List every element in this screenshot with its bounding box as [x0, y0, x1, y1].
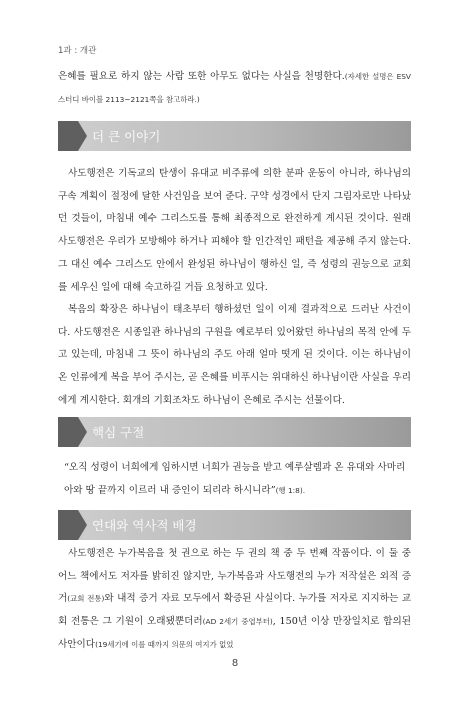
inline-note: (교회 전통)	[67, 594, 105, 604]
inline-note: (AD 2세기 중엽부터)	[202, 617, 273, 627]
body-paragraph: 복음의 확장은 하나님이 태초부터 행하셨던 일이 이제 결과적으로 드러난 사건이다. 사도행전은 시종일관 하나님의 구원을 예로부터 있어왔던 하나님의 목적 안에 두고 있는데, 마침내 그 뜻이 하나님의 주도 아래 얼마 떳게 된 것이다. 이는 하나님이 온 인류에게 복을 부어 주시는, 곧 은혜를 비푸시는 위대하신 하나님이란 사실을 우리에게 계시한다. 회개의 기회조차도 하나님이 은혜로 주시는 선물이다.	[58, 304, 411, 406]
section-tab-marker	[58, 510, 78, 540]
key-verse	[64, 457, 414, 502]
inline-note: (19세기에 이를 때까지 의문의 여지가 없었	[95, 639, 234, 649]
section-tab-marker	[58, 121, 78, 151]
section-title: 연대와 역사적 배경	[92, 518, 197, 533]
section-tab-marker	[58, 417, 78, 447]
intro-text: 은혜를 필요로 하지 않는 사람 또한 아무도 없다는 사실을 천명한다.	[58, 71, 345, 82]
body-text: , 150년 이상 만장일치로 합의된 사안이다	[58, 616, 411, 650]
section-title: 더 큰 이야기	[92, 129, 161, 144]
key-verse-text: “오직 성령이 너희에게 임하시면 너희가 권능을 받고 예루살렘과 온 유대와 사마리아와 땅 끝까지 이르러 내 증인이 되리라 하시니라”	[64, 462, 406, 496]
section-heading-bigger-story	[58, 121, 411, 151]
body-paragraph	[58, 543, 411, 657]
body-paragraph: 사도행전은 기독교의 탄생이 유대교 비주류에 의한 분파 운동이 아니라, 하나님의 구속 계획이 절정에 달한 사건임을 보여 준다. 구약 성경에서 단지 그림자로만 나타났던 것들이, 마침내 예수 그리스도를 통해 최종적으로 완전하게 계시된 것이다. 원래 사도행전은 우리가 모방해야 하거나 피해야 할 인간적인 패턴을 제공해 주지 않는다. 그 대신 예수 그리스도 안에서 완성된 하나님이 행하신 일, 즉 성령의 권능으로 교회를 세우신 일에 대해 숙고하길 거듭 요청하고 있다.	[58, 168, 411, 293]
intro-note: (자세한 설명은 ESV 스터디 바이블 2113~2121쪽을 참고하라.)	[58, 72, 411, 104]
section-heading-date-background	[58, 510, 411, 540]
body-text: 사도행전은 누가복음을 첫 권으로 하는 두 권의 책 중 두 번째 작품이다. 이 둘 중 어느 책에서도 저자를 밝히진 않지만, 누가복음과 사도행전의 누가 저작설은 외적 증거	[58, 548, 411, 605]
page-number: 8	[231, 658, 239, 669]
section-heading-key-verse	[58, 417, 411, 447]
body-text: 와 내적 증거 자료 모두에서 확증된 사실이다. 누가를 저자로 지지하는 교회 전통은 그 기원이 오래됐뿐더러	[58, 593, 411, 628]
intro-paragraph	[58, 66, 411, 111]
section-title: 핵심 구절	[92, 425, 145, 440]
running-header: 1과 : 개관	[58, 46, 97, 56]
key-verse-reference: (행 1:8).	[275, 485, 306, 495]
